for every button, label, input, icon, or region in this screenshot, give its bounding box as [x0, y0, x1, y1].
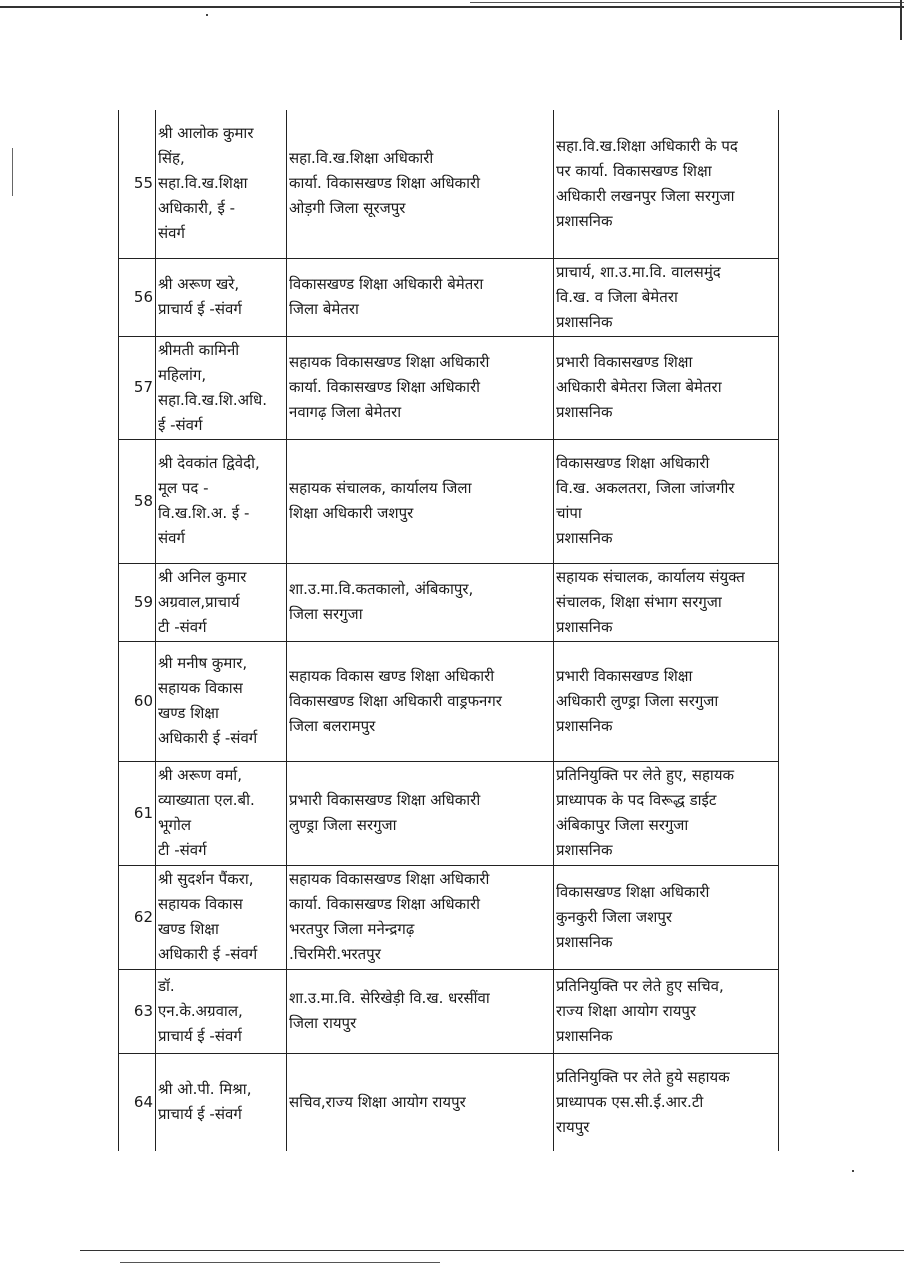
new-posting-cell	[554, 258, 779, 336]
officer-name-cell	[156, 258, 287, 336]
new-posting-line: विकासखण्ड शिक्षा अधिकारी	[556, 882, 710, 901]
current-posting-line: जिला बेमेतरा	[289, 300, 359, 318]
table-row	[119, 1053, 779, 1151]
new-posting-line: अंबिकापुर जिला सरगुजा	[556, 816, 689, 834]
new-posting-cell	[554, 1053, 779, 1151]
officer-name-line: श्री अरूण वर्मा,	[158, 766, 242, 784]
serial-number-cell	[119, 641, 156, 761]
officer-name-line: सिंह,	[158, 149, 185, 168]
officer-name-cell	[156, 439, 287, 563]
new-posting-line: प्रतिनियुक्ति पर लेते हुए सचिव,	[556, 976, 724, 995]
serial-number-cell	[119, 1053, 156, 1151]
current-posting-line: कार्या. विकासखण्ड शिक्षा अधिकारी	[289, 174, 480, 193]
table-row	[119, 258, 779, 336]
new-posting-line: सहा.वि.ख.शिक्षा अधिकारी के पद	[556, 136, 738, 155]
transfer-table-body	[119, 110, 779, 1151]
table-row	[119, 641, 779, 761]
scan-border-bottom-inner	[120, 1262, 440, 1263]
new-posting-line: प्राध्यापक के पद विरूद्ध डाईट	[556, 791, 717, 809]
new-posting-line: रायपुर	[556, 1117, 590, 1136]
new-posting-line: प्रशासनिक	[556, 841, 613, 859]
serial-number: 64	[133, 1092, 153, 1111]
current-posting-line: सचिव,राज्य शिक्षा आयोग रायपुर	[289, 1092, 466, 1111]
serial-number-cell	[119, 258, 156, 336]
new-posting-line: अधिकारी लखनपुर जिला सरगुजा	[556, 186, 735, 205]
serial-number-cell	[119, 110, 156, 258]
officer-name-line: खण्ड शिक्षा	[158, 920, 219, 938]
new-posting-line: प्रशासनिक	[556, 716, 613, 735]
current-posting-line: जिला सरगुजा	[289, 605, 363, 623]
serial-number: 56	[133, 287, 153, 306]
current-posting-cell	[287, 969, 554, 1053]
current-posting-line: शिक्षा अधिकारी जशपुर	[289, 504, 414, 522]
officer-name-line: टी -संवर्ग	[158, 617, 207, 636]
officer-name-line: अधिकारी ई -संवर्ग	[158, 945, 258, 963]
current-posting-line: सहा.वि.ख.शिक्षा अधिकारी	[289, 149, 434, 168]
officer-name-line: श्री आलोक कुमार	[158, 124, 254, 143]
scan-speck	[206, 14, 208, 16]
current-posting-line: कार्या. विकासखण्ड शिक्षा अधिकारी	[289, 378, 480, 396]
current-posting-line: भरतपुर जिला मनेन्द्रगढ़	[289, 920, 415, 938]
scan-mark-left	[12, 148, 13, 196]
new-posting-line: प्राचार्य, शा.उ.मा.वि. वालसमुंद	[556, 262, 721, 281]
new-posting-cell	[554, 110, 779, 258]
new-posting-line: प्रतिनियुक्ति पर लेते हुए, सहायक	[556, 766, 735, 784]
officer-name-line: श्री अरूण खरे,	[158, 275, 240, 293]
serial-number: 61	[133, 803, 153, 822]
new-posting-line: अधिकारी लुण्ड्रा जिला सरगुजा	[556, 691, 719, 710]
new-posting-line: प्रभारी विकासखण्ड शिक्षा	[556, 353, 693, 371]
new-posting-cell	[554, 761, 779, 865]
new-posting-cell	[554, 439, 779, 563]
current-posting-cell	[287, 865, 554, 969]
officer-name-line: टी -संवर्ग	[158, 841, 207, 859]
officer-name-line: प्राचार्य ई -संवर्ग	[158, 1026, 242, 1045]
new-posting-cell	[554, 865, 779, 969]
scan-border-bottom	[80, 1250, 904, 1251]
new-posting-line: अधिकारी बेमेतरा जिला बेमेतरा	[556, 378, 722, 396]
serial-number: 58	[133, 491, 153, 510]
officer-name-line: मूल पद -	[158, 479, 209, 497]
officer-name-cell	[156, 969, 287, 1053]
scan-speck	[852, 1170, 854, 1172]
current-posting-line: सहायक विकास खण्ड शिक्षा अधिकारी	[289, 666, 495, 685]
officer-name-cell	[156, 761, 287, 865]
new-posting-line: प्राध्यापक एस.सी.ई.आर.टी	[556, 1092, 704, 1111]
officer-name-line: श्रीमती कामिनी	[158, 340, 240, 359]
new-posting-line: प्रशासनिक	[556, 312, 613, 331]
new-posting-line: संचालक, शिक्षा संभाग सरगुजा	[556, 592, 722, 611]
officer-name-line: श्री देवकांत द्विवेदी,	[158, 454, 260, 472]
current-posting-line: सहायक संचालक, कार्यालय जिला	[289, 479, 472, 497]
current-posting-cell	[287, 258, 554, 336]
new-posting-line: राज्य शिक्षा आयोग रायपुर	[556, 1001, 697, 1020]
new-posting-cell	[554, 641, 779, 761]
current-posting-line: विकासखण्ड शिक्षा अधिकारी बेमेतरा	[289, 275, 484, 293]
officer-name-line: श्री सुदर्शन पैंकरा,	[158, 870, 254, 888]
officer-name-line: डॉ.	[158, 976, 175, 995]
officer-name-cell	[156, 336, 287, 439]
officer-name-line: वि.ख.शि.अ. ई -	[158, 504, 250, 522]
transfer-table	[118, 110, 779, 1151]
officer-name-line: प्राचार्य ई -संवर्ग	[158, 300, 242, 318]
new-posting-line: प्रशासनिक	[556, 403, 613, 421]
current-posting-line: .चिरमिरी.भरतपुर	[289, 945, 381, 963]
officer-name-cell	[156, 563, 287, 641]
current-posting-cell	[287, 336, 554, 439]
serial-number-cell	[119, 336, 156, 439]
officer-name-line: श्री मनीष कुमार,	[158, 654, 248, 672]
officer-name-line: सहायक विकास	[158, 679, 243, 697]
officer-name-line: प्राचार्य ई -संवर्ग	[158, 1105, 242, 1124]
current-posting-line: विकासखण्ड शिक्षा अधिकारी वाड्रफनगर	[289, 691, 502, 710]
new-posting-cell	[554, 563, 779, 641]
serial-number-cell	[119, 969, 156, 1053]
officer-name-line: श्री ओ.पी. मिश्रा,	[158, 1080, 252, 1099]
officer-name-cell	[156, 865, 287, 969]
new-posting-line: वि.ख. व जिला बेमेतरा	[556, 287, 678, 306]
officer-name-cell	[156, 1053, 287, 1151]
new-posting-line: विकासखण्ड शिक्षा अधिकारी	[556, 454, 710, 472]
table-row	[119, 336, 779, 439]
officer-name-line: अधिकारी, ई -	[158, 199, 236, 218]
new-posting-line: सहायक संचालक, कार्यालय संयुक्त	[556, 567, 745, 586]
officer-name-line: संवर्ग	[158, 224, 185, 243]
new-posting-line: प्रशासनिक	[556, 529, 613, 547]
current-posting-line: नवागढ़ जिला बेमेतरा	[289, 403, 402, 421]
officer-name-line: सहा.वि.ख.शिक्षा	[158, 174, 248, 193]
current-posting-line: कार्या. विकासखण्ड शिक्षा अधिकारी	[289, 895, 480, 913]
new-posting-line: चांपा	[556, 504, 582, 522]
current-posting-line: सहायक विकासखण्ड शिक्षा अधिकारी	[289, 870, 490, 888]
scan-border-top	[0, 6, 904, 8]
current-posting-line: लुण्ड्रा जिला सरगुजा	[289, 816, 397, 834]
officer-name-line: सहा.वि.ख.शि.अधि.	[158, 390, 267, 409]
serial-number: 63	[133, 1001, 153, 1020]
table-row	[119, 761, 779, 865]
current-posting-cell	[287, 110, 554, 258]
serial-number: 57	[133, 378, 153, 396]
current-posting-line: शा.उ.मा.वि.कतकालो, अंबिकापुर,	[289, 580, 474, 598]
table-row	[119, 865, 779, 969]
officer-name-line: महिलांग,	[158, 365, 207, 384]
officer-name-cell	[156, 641, 287, 761]
current-posting-cell	[287, 761, 554, 865]
current-posting-line: जिला बलरामपुर	[289, 716, 376, 735]
officer-name-line: श्री अनिल कुमार	[158, 567, 247, 586]
table-row	[119, 969, 779, 1053]
officer-name-line: सहायक विकास	[158, 895, 243, 913]
current-posting-line: प्रभारी विकासखण्ड शिक्षा अधिकारी	[289, 791, 481, 809]
scan-border-right	[900, 0, 902, 40]
officer-name-line: भूगोल	[158, 816, 192, 834]
new-posting-line: वि.ख. अकलतरा, जिला जांजगीर	[556, 479, 735, 497]
new-posting-cell	[554, 969, 779, 1053]
new-posting-line: प्रशासनिक	[556, 932, 613, 951]
serial-number: 62	[133, 907, 153, 926]
current-posting-cell	[287, 439, 554, 563]
serial-number-cell	[119, 563, 156, 641]
table-row	[119, 439, 779, 563]
scan-border-top-inner	[470, 2, 904, 3]
serial-number: 60	[133, 691, 153, 710]
new-posting-line: पर कार्या. विकासखण्ड शिक्षा	[556, 161, 712, 180]
new-posting-cell	[554, 336, 779, 439]
serial-number-cell	[119, 865, 156, 969]
officer-name-line: अधिकारी ई -संवर्ग	[158, 729, 258, 747]
new-posting-line: प्रभारी विकासखण्ड शिक्षा	[556, 666, 693, 685]
current-posting-line: सहायक विकासखण्ड शिक्षा अधिकारी	[289, 353, 490, 371]
officer-name-line: व्याख्याता एल.बी.	[158, 791, 255, 809]
table-row	[119, 563, 779, 641]
officer-name-line: ई -संवर्ग	[158, 415, 203, 434]
serial-number: 59	[133, 592, 153, 611]
officer-name-line: खण्ड शिक्षा	[158, 704, 219, 722]
new-posting-line: प्रतिनियुक्ति पर लेते हुये सहायक	[556, 1067, 730, 1086]
serial-number: 55	[133, 174, 153, 193]
current-posting-cell	[287, 1053, 554, 1151]
current-posting-line: शा.उ.मा.वि. सेरिखेड़ी वि.ख. धरसींवा	[289, 989, 490, 1007]
officer-name-line: संवर्ग	[158, 529, 185, 547]
new-posting-line: प्रशासनिक	[556, 211, 613, 230]
new-posting-line: कुनकुरी जिला जशपुर	[556, 907, 672, 926]
current-posting-cell	[287, 563, 554, 641]
new-posting-line: प्रशासनिक	[556, 617, 613, 636]
serial-number-cell	[119, 761, 156, 865]
officer-name-line: अग्रवाल,प्राचार्य	[158, 592, 240, 611]
officer-name-line: एन.के.अग्रवाल,	[158, 1001, 243, 1020]
officer-name-cell	[156, 110, 287, 258]
serial-number-cell	[119, 439, 156, 563]
new-posting-line: प्रशासनिक	[556, 1026, 613, 1045]
current-posting-cell	[287, 641, 554, 761]
table-row	[119, 110, 779, 258]
current-posting-line: जिला रायपुर	[289, 1014, 357, 1032]
current-posting-line: ओड़गी जिला सूरजपुर	[289, 199, 406, 218]
